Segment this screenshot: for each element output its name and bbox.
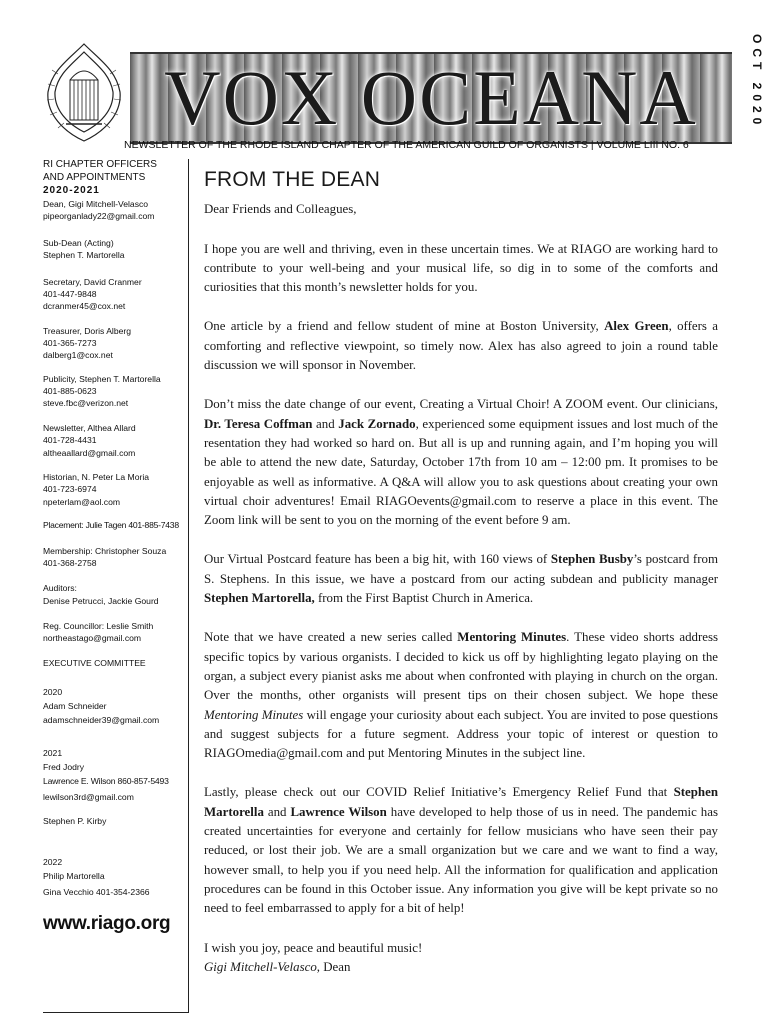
subdean-role: Sub-Dean (Acting) [43,238,114,248]
exec-2022-name2: Gina Vecchio 401-354-2366 [43,887,150,897]
masthead-banner [130,52,732,144]
p3-name-zornado: Jack Zornado [338,416,416,431]
sidebar-heading-line1: RI CHAPTER OFFICERS [43,159,157,170]
issue-date-text: OCT 2020 [750,34,764,130]
masthead-subtitle: NEWSLETTER OF THE RHODE ISLAND CHAPTER OF THE AMERICAN GUILD OF ORGANISTS | VOLUME LIII NO. 6 [124,139,689,151]
sidebar-years: 2020-2021 [43,185,100,196]
p4-name-busby: Stephen Busby [550,552,634,567]
p6-name-martorella: Stephen Martorella [204,785,718,819]
p2-text-a: One article by a friend and fellow student of mine at Boston University, [204,319,605,334]
p5-text-e: will engage your curiosity about each subject. You are invited to pose questions and suggest subjects for a future segment. Address your topic of interest or question to RIAGOmedia@gmail.com and put Mentoring Minutes in the subject line. [204,707,718,761]
paragraph-6 [204,783,718,918]
p6-text-e: have developed to help those of us in need. The pandemic has created uncertainties for everyone and certainly for fellow musicians who have seen their pay reduced, or lost their job. We are a small organization but we care and we want to find a way, however small, to help you if you need help. All the information for qualification and application procedures can be found in this October issue. Any information you give will be kept private so no need to feel embarrassed to apply for a bit of help! [204,804,718,916]
sidebar-heading-line2: AND APPOINTMENTS [43,172,146,183]
treasurer-role: Treasurer, Doris Alberg [43,326,132,336]
p6-text-a: Lastly, please check out our COVID Relief Initiative’s Emergency Relief Fund that [204,785,674,800]
article-heading: FROM THE DEAN [204,168,381,191]
auditors-names: Denise Petrucci, Jackie Gourd [43,596,159,606]
signature [204,958,718,977]
treasurer-phone: 401-365-7273 [43,338,97,348]
exec-2021-email2: lewilson3rd@gmail.com [43,792,134,802]
p4-text-e: from the First Baptist Church in America. [314,591,534,606]
p2-name-alex-green: Alex Green [604,319,669,334]
dean-role: Dean, Gigi Mitchell-Velasco [43,199,149,209]
historian-role: Historian, N. Peter La Moria [43,472,150,482]
paragraph-1: I hope you are well and thriving, even in these uncertain times. We at RIAGO are working hard to contribute to your well-being and your musical life, so dig in to some of the comforts and curiosities that this month’s newsletter holds for you. [204,241,718,295]
membership-phone: 401-368-2758 [43,558,97,568]
class-2022-label: 2022 [43,857,63,867]
subdean-name: Stephen T. Martorella [43,250,125,260]
newsletter-email: altheaallard@gmail.com [43,448,136,458]
signature-name: Gigi Mitchell-Velasco [204,959,317,974]
class-2020-label: 2020 [43,687,63,697]
historian-phone: 401-723-6974 [43,484,97,494]
p2-text-c: , offers a comforting and reflective viewpoint, so timely now. Alex has also agreed to join a round table discussion we will sponsor in November. [204,319,718,373]
signature-title: , Dean [316,959,351,974]
exec-2021-name3: Stephen P. Kirby [43,816,107,826]
officers-sidebar [43,159,189,1013]
p5-text-c: . These video shorts address specific topics by various organists. I decided to kick us off by highlighting legato playing on the organ, a subject every pianist asks me about when confronted with playing in church on the organ. Over the months, other organists will present tips on their chosen subject. We hope these [204,630,719,703]
councillor-role: Reg. Councillor: Leslie Smith [43,621,154,631]
dean-article [204,170,718,977]
p3-name-coffman: Dr. Teresa Coffman [204,416,313,431]
exec-committee-heading: EXECUTIVE COMMITTEE [43,658,146,668]
treasurer-email: dalberg1@cox.net [43,350,113,360]
exec-2021-name1: Fred Jodry [43,762,85,772]
p4-name-martorella: Stephen Martorella, [204,591,315,606]
paragraph-4 [204,550,718,608]
historian-email: npeterlam@aol.com [43,497,121,507]
secretary-phone: 401-447-9848 [43,289,97,299]
publicity-role: Publicity, Stephen T. Martorella [43,374,161,384]
p5-series-name: Mentoring Minutes [457,630,567,645]
p3-text-a: Don’t miss the date change of our event, Creating a Virtual Choir! A ZOOM event. Our clinicians, [204,397,718,412]
masthead [40,34,764,151]
closing-line: I wish you joy, peace and beautiful music! [204,940,423,955]
p5-text-a: Note that we have created a new series called [204,630,458,645]
secretary-role: Secretary, David Cranmer [43,277,142,287]
p3-text-c: and [312,416,339,431]
paragraph-2 [204,317,718,375]
salutation: Dear Friends and Colleagues, [204,202,357,217]
secretary-email: dcranmer45@cox.net [43,301,126,311]
membership-role: Membership: Christopher Souza [43,546,167,556]
p3-text-e: , experienced some equipment issues and lost much of the resentation they had worked so hard on. But all is up and running again, and I’m hoping you will be able to attend the new date, Saturday, October 17th from 10 am – 12:00 pm. It promises to be enjoyable as well as informative. A Q&A will allow you to ask questions about creating your own virtual choir adventures! Email RIAGOevents@gmail.com to reserve a place in this event. The Zoom link will be sent to you on the morning of the event before 9 am. [204,416,719,528]
auditors-label: Auditors: [43,583,77,593]
p4-text-a: Our Virtual Postcard feature has been a big hit, with 160 views of [204,552,551,567]
ago-crest-icon [40,40,128,145]
newsletter-title: VOX OCEANA [164,54,698,141]
publicity-phone: 401-885-0623 [43,386,97,396]
dean-email: pipeorganlady22@gmail.com [43,211,155,221]
p6-name-wilson: Lawrence Wilson [290,804,387,819]
p6-text-c: and [263,804,291,819]
exec-2022-name1: Philip Martorella [43,871,105,881]
issue-date [734,34,770,150]
placement-contact: Placement: Julie Tagen 401-885-7438 [43,520,179,530]
exec-2020-name: Adam Schneider [43,701,107,711]
publicity-email: steve.fbc@verizon.net [43,398,129,408]
paragraph-5 [204,628,718,763]
newsletter-phone: 401-728-4431 [43,435,97,445]
exec-2021-name2: Lawrence E. Wilson 860-857-5493 [43,776,169,786]
councillor-email: northeastago@gmail.com [43,633,142,643]
website-link[interactable]: www.riago.org [43,913,171,934]
p5-series-italic: Mentoring Minutes [204,707,304,722]
exec-2020-email: adamschneider39@gmail.com [43,715,160,725]
paragraph-3 [204,395,718,530]
class-2021-label: 2021 [43,748,63,758]
p4-text-c: ’s postcard from S. Stephens. In this issue, we have a postcard from our acting subdean and publicity manager [204,552,718,586]
newsletter-role: Newsletter, Althea Allard [43,423,136,433]
